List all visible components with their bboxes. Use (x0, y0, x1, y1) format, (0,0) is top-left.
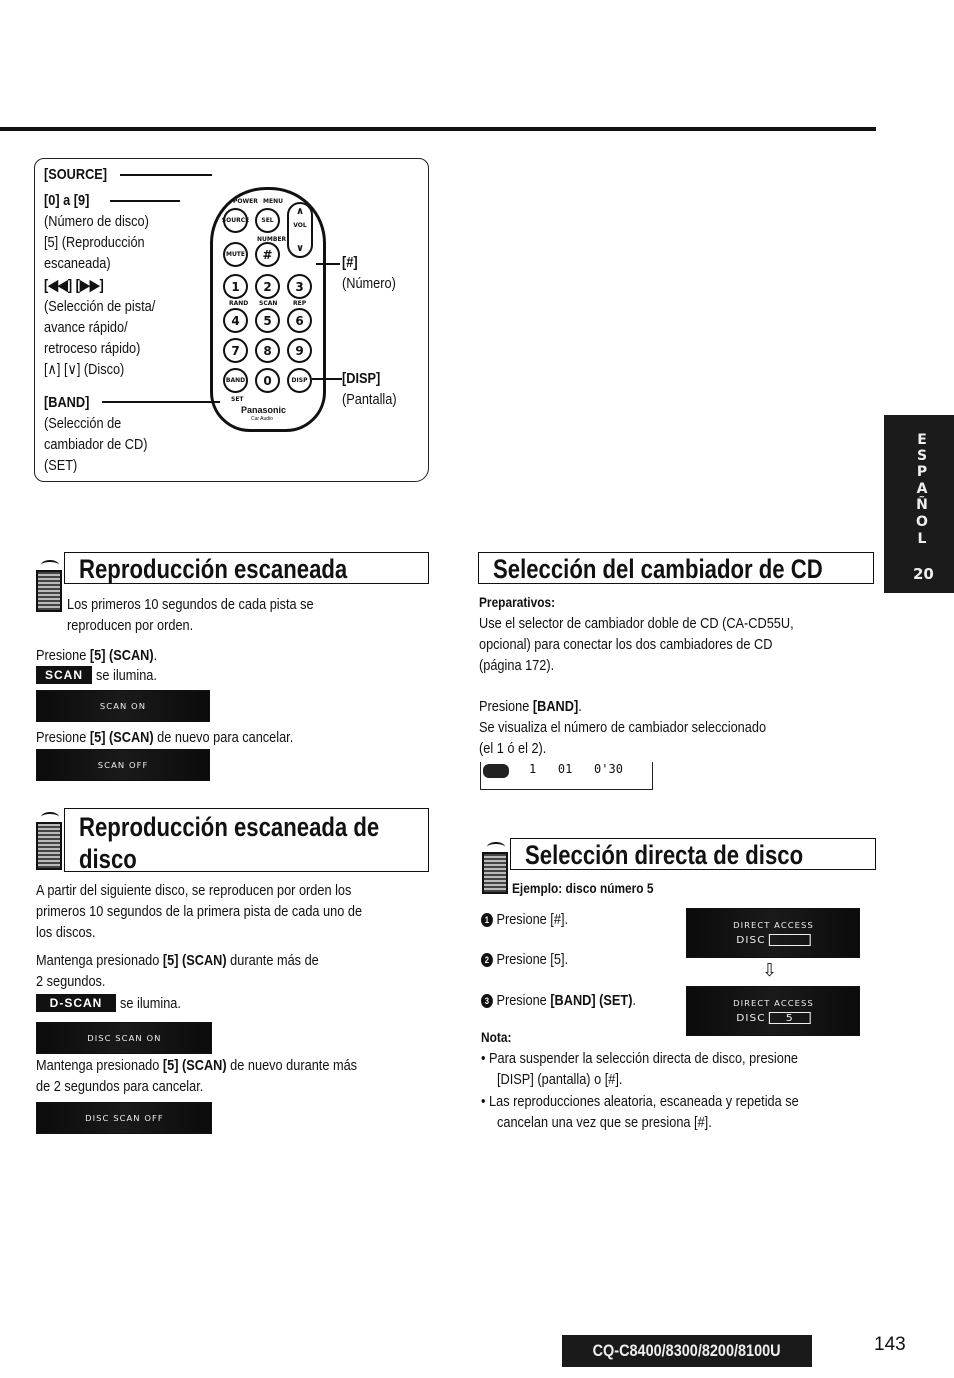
text: durante más de (226, 952, 319, 969)
note-item: • Las reproducciones aleatoria, escaneada y repetida se (481, 1093, 799, 1110)
lcd-text: DISC SCAN ON (86, 1033, 162, 1043)
tab-letter: L (917, 531, 927, 547)
key-label: [BAND] (SET) (550, 992, 633, 1009)
rep-label: REP (293, 300, 307, 307)
leader-line (120, 174, 212, 176)
instruction (36, 727, 293, 748)
body-text: Use el selector de cambiador doble de CD (CA-CD55U, (479, 615, 794, 632)
text: Presione (496, 992, 551, 1009)
mute-button[interactable]: MUTE (223, 242, 248, 267)
text: Para suspender la selección directa de disco, presione (489, 1050, 799, 1067)
digit-9-button[interactable]: 9 (287, 338, 312, 363)
label-band-desc: (SET) (44, 457, 78, 474)
set-label: SET (231, 396, 244, 403)
scan-indicator: SCAN (36, 666, 92, 684)
section-title-scan (64, 552, 429, 584)
sel-button[interactable]: SEL (255, 208, 280, 233)
digit-0-button[interactable]: 0 (255, 368, 280, 393)
remote-control (210, 187, 326, 432)
number-label: NUMBER (257, 236, 287, 243)
d-scan-indicator: D-SCAN (36, 994, 116, 1012)
cd-icon (483, 764, 509, 778)
step-1 (481, 909, 568, 930)
body-text: reproducen por orden. (67, 617, 194, 634)
body-text: Los primeros 10 segundos de cada pista se (67, 596, 314, 613)
tab-letter: Ñ (916, 497, 928, 513)
text: Presione (36, 647, 90, 664)
section-title-disc-scan (64, 808, 429, 872)
key-label: [5] (SCAN) (89, 729, 154, 746)
chevron-up-icon: ∧ (295, 206, 305, 217)
text: Las reproducciones aleatoria, escaneada y repetida se (489, 1093, 799, 1110)
source-button[interactable]: SOURCE (223, 208, 248, 233)
menu-label: MENU (263, 198, 283, 205)
digit-1-button[interactable]: 1 (223, 274, 248, 299)
body-text: primeros 10 segundos de la primera pista de cada uno de (36, 903, 363, 920)
leader-line (110, 200, 180, 202)
text: de nuevo durante más (226, 1057, 358, 1074)
instruction (36, 1055, 357, 1076)
lcd-text: SCAN ON (99, 701, 147, 711)
label-disp-desc: (Pantalla) (342, 391, 397, 408)
text: . (632, 992, 637, 1009)
label-band-desc: (Selección de (44, 415, 122, 432)
label-disc-number: (Número de disco) (44, 213, 149, 230)
section-title-text: Reproducción escaneada (79, 554, 348, 584)
lcd-number-field: 5 (769, 1012, 811, 1024)
lcd-text: DIRECT ACCESS (732, 998, 814, 1008)
digit-5-button[interactable]: 5 (255, 308, 280, 333)
lcd-text: DIRECT ACCESS (732, 920, 814, 930)
digit-4-button[interactable]: 4 (223, 308, 248, 333)
label-key5b: escaneada) (44, 255, 111, 272)
label-disp: [DISP] (342, 370, 381, 387)
lcd-text: DISC (736, 1012, 766, 1024)
key-label: [5] (SCAN) (162, 1057, 227, 1074)
tab-letter: P (916, 464, 928, 480)
section-icon (482, 852, 508, 894)
label-track-desc: retroceso rápido) (44, 340, 141, 357)
text: . (578, 698, 582, 715)
lcd-text: DISC SCAN OFF (84, 1113, 164, 1123)
tab-letter: O (916, 514, 928, 530)
label-track-keys: [◀◀] [▶▶] (44, 277, 104, 294)
model-badge (562, 1335, 812, 1367)
step-number: 1 (481, 913, 493, 927)
lcd-display (36, 1022, 212, 1054)
text: Presione [#]. (496, 911, 569, 928)
note-item: • Para suspender la selección directa de disco, presione (481, 1050, 799, 1067)
body-text: opcional) para conectar los dos cambiadores de CD (479, 636, 773, 653)
key-label: [5] (SCAN) (162, 952, 227, 969)
body-text: se ilumina. (120, 995, 181, 1012)
instruction (36, 950, 319, 971)
tab-letter: S (916, 448, 928, 464)
note-heading: Nota: (481, 1029, 512, 1045)
section-title-text: Selección del cambiador de CD (493, 554, 823, 584)
changer-lcd (480, 762, 653, 790)
label-source: [SOURCE] (44, 166, 108, 183)
note-item-cont: [DISP] (pantalla) o [#]. (497, 1071, 623, 1088)
instruction (479, 696, 582, 717)
page-number: 143 (874, 1334, 906, 1355)
scan-label: SCAN (259, 300, 278, 307)
text: Presione (36, 729, 90, 746)
rand-label: RAND (229, 300, 249, 307)
volume-rocker[interactable] (287, 202, 313, 258)
body-text: Se visualiza el número de cambiador seleccionado (479, 719, 767, 736)
digit-6-button[interactable]: 6 (287, 308, 312, 333)
step-2 (481, 949, 568, 970)
power-label: POWER (233, 198, 258, 205)
step-number: 2 (481, 953, 493, 967)
lcd-number-field (769, 934, 811, 946)
tab-letter: A (916, 481, 928, 497)
vol-label: VOL (293, 222, 307, 229)
body-text: A partir del siguiente disco, se reproducen por orden los (36, 882, 352, 899)
key-label: [BAND] (532, 698, 579, 715)
note-item-cont: cancelan una vez que se presiona [#]. (497, 1114, 712, 1131)
lcd-display (36, 690, 210, 722)
arrow-down-icon: ⇩ (762, 960, 778, 981)
prep-heading: Preparativos: (479, 594, 556, 610)
label-band: [BAND] (44, 394, 90, 411)
section-icon (36, 822, 62, 870)
digit-2-button[interactable]: 2 (255, 274, 280, 299)
label-key5: [5] (Reproducción (44, 234, 145, 251)
text: Mantenga presionado (36, 1057, 163, 1074)
direct-lcd-1 (686, 908, 860, 958)
label-disc-keys: [∧] [∨] (Disco) (44, 361, 125, 378)
lcd-digits: 1 01 0'30 (529, 762, 623, 776)
chevron-down-icon: ∨ (295, 243, 305, 254)
body-text: (el 1 ó el 2). (479, 740, 547, 757)
lcd-display (36, 1102, 212, 1134)
body-text: los discos. (36, 924, 96, 941)
tab-page-number: 20 (913, 565, 934, 583)
digit-8-button[interactable]: 8 (255, 338, 280, 363)
label-track-desc: avance rápido/ (44, 319, 128, 336)
brand-sub: Car Audio (251, 416, 273, 422)
digit-3-button[interactable]: 3 (287, 274, 312, 299)
text: Presione (479, 698, 533, 715)
lcd-display (36, 749, 210, 781)
section-title-changer (478, 552, 874, 584)
key-label: [5] (SCAN) (89, 647, 154, 664)
step-3 (481, 990, 636, 1011)
section-title-direct (510, 838, 876, 870)
body-text: de 2 segundos para cancelar. (36, 1078, 204, 1095)
text: . (153, 647, 158, 664)
step-number: 3 (481, 994, 493, 1008)
disp-button[interactable]: DISP (287, 368, 312, 393)
label-hash: [#] (342, 254, 358, 271)
section-title-text: Selección directa de disco (525, 840, 804, 870)
lcd-row (736, 1012, 810, 1024)
direct-lcd-2 (686, 986, 860, 1036)
body-text: 2 segundos. (36, 973, 106, 990)
section-icon (36, 570, 62, 612)
band-button[interactable]: BAND (223, 368, 248, 393)
lcd-text: SCAN OFF (97, 760, 149, 770)
section-title-text: disco (79, 844, 137, 874)
label-track-desc: (Selección de pista/ (44, 298, 156, 315)
text: Mantenga presionado (36, 952, 163, 969)
lcd-row (736, 934, 810, 946)
body-text: se ilumina. (96, 667, 157, 684)
lcd-text: DISC (736, 934, 766, 946)
instruction (36, 645, 157, 666)
text: Presione [5]. (496, 951, 569, 968)
section-title-text: Reproducción escaneada de (79, 812, 380, 842)
brand-logo: Panasonic (241, 405, 287, 415)
label-keys-0-9: [0] a [9] (44, 192, 90, 209)
digit-7-button[interactable]: 7 (223, 338, 248, 363)
leader-line (102, 401, 220, 403)
text: de nuevo para cancelar. (153, 729, 294, 746)
label-hash-desc: (Número) (342, 275, 396, 292)
label-band-desc: cambiador de CD) (44, 436, 148, 453)
tab-letter: E (917, 432, 927, 448)
body-text: (página 172). (479, 657, 555, 674)
hash-button[interactable]: # (255, 242, 280, 267)
example-heading: Ejemplo: disco número 5 (512, 880, 654, 896)
model-text: CQ-C8400/8300/8200/8100U (592, 1341, 781, 1360)
top-rule (0, 127, 876, 131)
